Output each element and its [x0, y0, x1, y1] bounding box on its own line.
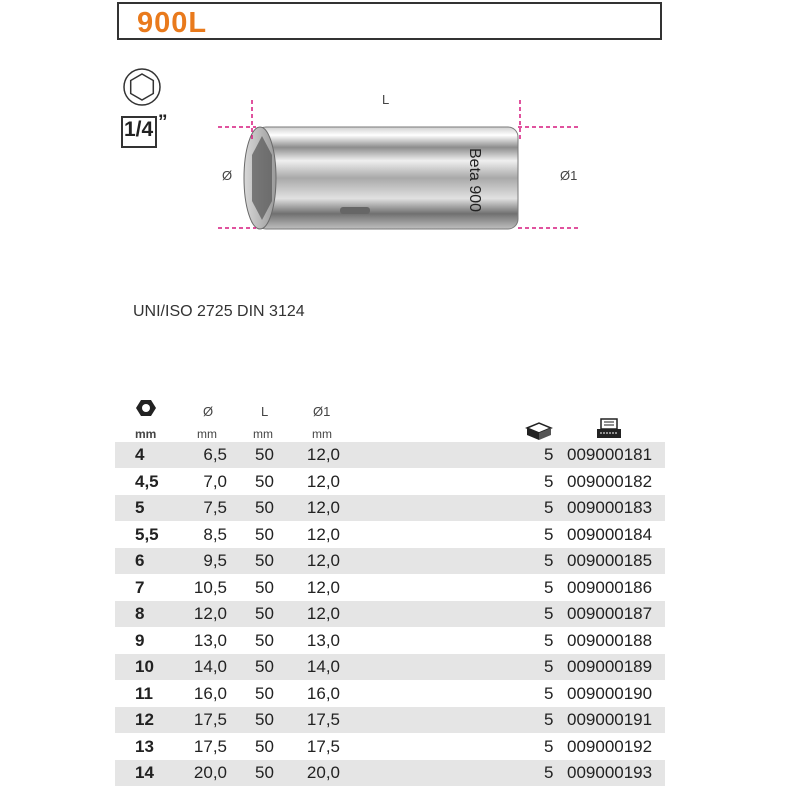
cell-quantity: 5 [544, 763, 554, 782]
socket-brand-text: Beta 900 [466, 148, 483, 213]
cell-size: 7 [135, 577, 145, 597]
unit-length: mm [253, 427, 273, 441]
cell-code: 009000192 [567, 736, 653, 756]
standards-text: UNI/ISO 2725 DIN 3124 [133, 303, 305, 320]
cell-size: 6 [135, 551, 145, 570]
cell-diameter: 8,5 [203, 524, 227, 544]
cell-length: 50 [255, 710, 274, 729]
unit-diameter1: mm [312, 427, 332, 441]
cell-length: 50 [255, 471, 274, 491]
cell-length: 50 [255, 630, 274, 650]
table-row [115, 469, 665, 495]
table-row [115, 734, 665, 760]
header-diameter: Ø [203, 404, 214, 419]
cell-quantity: 5 [544, 498, 554, 517]
table-row [115, 681, 665, 707]
cell-size: 9 [135, 630, 145, 650]
header-diameter1: Ø1 [313, 404, 331, 419]
cell-quantity: 5 [544, 577, 554, 597]
table-row [115, 628, 665, 654]
cell-diameter1: 17,5 [306, 710, 340, 729]
cell-quantity: 5 [544, 710, 554, 729]
cell-code: 009000187 [567, 604, 653, 623]
table-row [115, 707, 665, 733]
cell-diameter1: 14,0 [306, 657, 340, 676]
cell-diameter1: 12,0 [306, 445, 340, 464]
cell-size: 14 [135, 763, 154, 782]
cell-diameter: 17,5 [193, 736, 227, 756]
cell-size: 5 [135, 498, 145, 517]
cell-diameter: 20,0 [193, 763, 227, 782]
cell-code: 009000193 [567, 763, 653, 782]
table-row [115, 548, 665, 574]
cell-length: 50 [255, 736, 274, 756]
table-row [115, 442, 665, 468]
cell-size: 4,5 [135, 471, 159, 491]
cell-diameter: 7,0 [203, 471, 227, 491]
cell-diameter1: 16,0 [306, 683, 340, 703]
cell-size: 5,5 [135, 524, 159, 544]
cell-length: 50 [255, 551, 274, 570]
table-row [115, 654, 665, 680]
unit-size: mm [135, 427, 157, 441]
cell-diameter: 10,5 [193, 577, 227, 597]
cell-diameter: 16,0 [193, 683, 227, 703]
cell-quantity: 5 [544, 551, 554, 570]
cell-quantity: 5 [544, 630, 554, 650]
cell-code: 009000183 [567, 498, 653, 517]
product-title: 900L [137, 7, 208, 39]
cell-length: 50 [255, 657, 274, 676]
cell-size: 4 [135, 445, 145, 464]
cell-size: 10 [135, 657, 154, 676]
cell-code: 009000185 [567, 551, 653, 570]
cell-code: 009000186 [567, 577, 653, 597]
cell-length: 50 [255, 763, 274, 782]
cell-diameter1: 20,0 [306, 763, 340, 782]
cell-size: 8 [135, 604, 145, 623]
header-length: L [261, 404, 269, 419]
cell-diameter1: 12,0 [306, 524, 340, 544]
table-row [115, 522, 665, 548]
cell-diameter1: 12,0 [306, 498, 340, 517]
cell-size: 13 [135, 736, 154, 756]
cell-diameter: 13,0 [193, 630, 227, 650]
cell-code: 009000191 [567, 710, 653, 729]
cell-diameter1: 17,5 [306, 736, 340, 756]
cell-length: 50 [255, 498, 274, 517]
cell-code: 009000189 [567, 657, 653, 676]
table-row [115, 601, 665, 627]
cell-quantity: 5 [544, 471, 554, 491]
table-row [115, 760, 665, 786]
cell-code: 009000184 [567, 524, 653, 544]
cell-length: 50 [255, 577, 274, 597]
diameter1-label: Ø1 [560, 168, 578, 183]
cell-diameter1: 12,0 [306, 471, 340, 491]
cell-length: 50 [255, 683, 274, 703]
cell-diameter1: 13,0 [306, 630, 340, 650]
cell-quantity: 5 [544, 683, 554, 703]
diameter-label: Ø [222, 168, 233, 183]
cell-quantity: 5 [544, 524, 554, 544]
cell-diameter: 12,0 [193, 604, 227, 623]
cell-code: 009000188 [567, 630, 653, 650]
drive-size: 1/4 [124, 118, 154, 141]
cell-size: 12 [135, 710, 154, 729]
socket-diagram [0, 0, 800, 260]
cell-length: 50 [255, 604, 274, 623]
cell-length: 50 [255, 524, 274, 544]
unit-diameter: mm [197, 427, 217, 441]
cell-quantity: 5 [544, 657, 554, 676]
table-row [115, 575, 665, 601]
table-row [115, 495, 665, 521]
cell-length: 50 [255, 445, 274, 464]
cell-code: 009000182 [567, 471, 653, 491]
cell-diameter1: 12,0 [306, 604, 340, 623]
cell-code: 009000190 [567, 683, 653, 703]
cell-diameter: 9,5 [203, 551, 227, 570]
hex-nut-icon [135, 399, 157, 422]
cell-diameter: 17,5 [193, 710, 227, 729]
drive-inch-mark: ” [158, 112, 168, 133]
cell-quantity: 5 [544, 445, 554, 464]
length-label: L [382, 92, 390, 107]
cell-code: 009000181 [567, 445, 653, 464]
cell-quantity: 5 [544, 736, 554, 756]
cell-diameter1: 12,0 [306, 577, 340, 597]
cell-quantity: 5 [544, 604, 554, 623]
cell-diameter: 7,5 [203, 498, 227, 517]
cell-diameter: 14,0 [193, 657, 227, 676]
cell-diameter1: 12,0 [306, 551, 340, 570]
cell-diameter: 6,5 [203, 445, 227, 464]
socket-body [244, 127, 518, 229]
cell-size: 11 [135, 683, 153, 703]
